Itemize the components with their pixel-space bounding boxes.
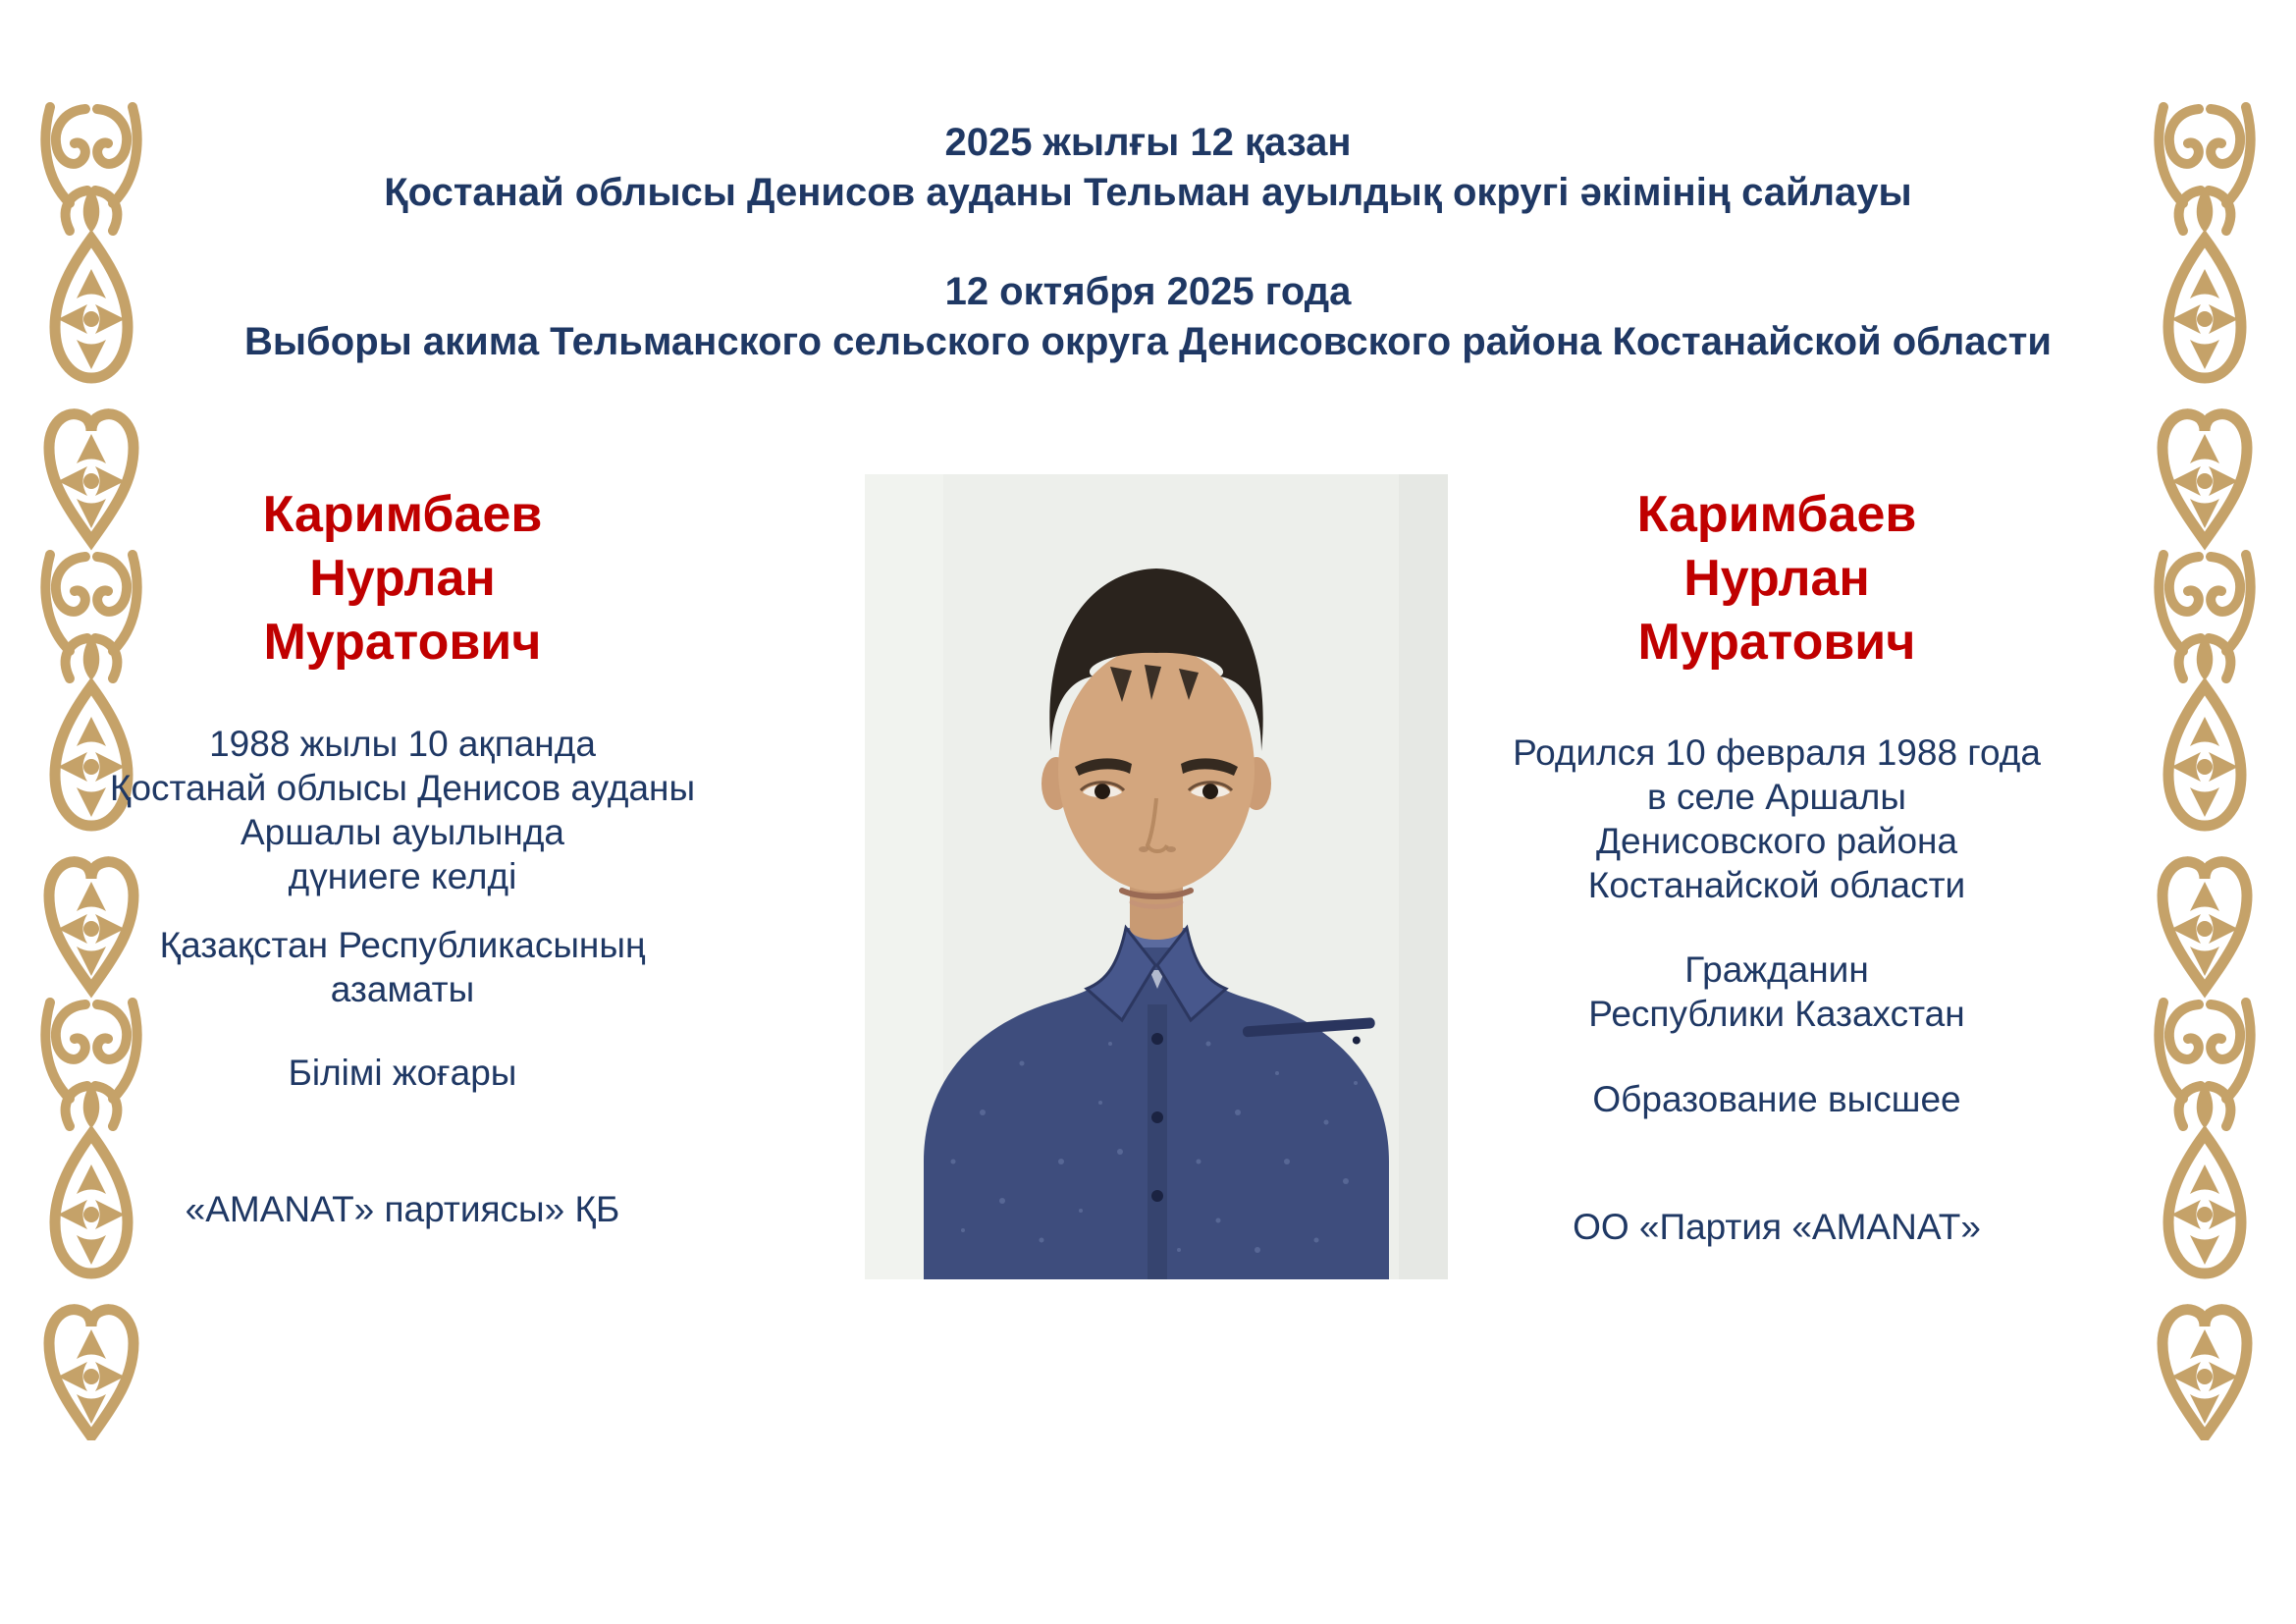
citizenship-kk [59,923,746,1011]
candidate-name-kk [59,483,746,675]
candidate-firstname: Нурлан [1683,550,1870,607]
candidate-info-kazakh [59,0,746,1624]
candidate-patronymic: Муратович [1637,614,1916,671]
citizenship-line: Қазақстан Республикасының [159,925,646,965]
election-date-ru: 12 октября 2025 года [944,270,1352,313]
birth-line: Костанайской области [1587,865,1966,905]
candidate-photo [865,474,1448,1279]
birth-line: Родился 10 февраля 1988 года [1513,732,2041,773]
placket-and-buttons [1148,1004,1167,1279]
party-ru: ОО «Партия «AMANAT» [1573,1207,1981,1247]
education-ru: Образование высшее [1592,1079,1961,1119]
birth-line: в селе Аршалы [1647,777,1906,817]
candidate-surname: Каримбаев [1636,486,1917,543]
birth-line: Денисовского района [1595,821,1958,861]
birth-line: 1988 жылы 10 ақпанда [209,724,596,764]
candidate-surname: Каримбаев [262,486,543,543]
birth-line: Аршалы ауылында [240,812,565,852]
party-kk: «AMANAT» партиясы» ҚБ [185,1189,620,1229]
citizenship-ru [1433,947,2120,1036]
citizenship-line: Республики Казахстан [1588,994,1965,1034]
birth-line: Қостанай облысы Денисов ауданы [109,768,696,808]
birth-info-kk [59,722,746,898]
candidate-patronymic: Муратович [263,614,542,671]
citizenship-line: азаматы [330,969,475,1009]
election-title-ru: Выборы акима Тельманского сельского округа Денисовского района Костанайской области [244,320,2052,363]
birth-line: дүниеге келді [288,856,517,896]
candidate-name-ru [1433,483,2120,675]
citizenship-line: Гражданин [1684,949,1869,990]
election-title-kk: Қостанай облысы Денисов ауданы Тельман ауылдық округі әкімінің сайлауы [384,171,1912,214]
candidate-info-russian [1433,0,2120,1624]
birth-info-ru [1433,731,2120,907]
election-date-kk: 2025 жылғы 12 қазан [944,121,1352,164]
education-kk: Білімі жоғары [288,1053,517,1093]
candidate-firstname: Нурлан [309,550,496,607]
